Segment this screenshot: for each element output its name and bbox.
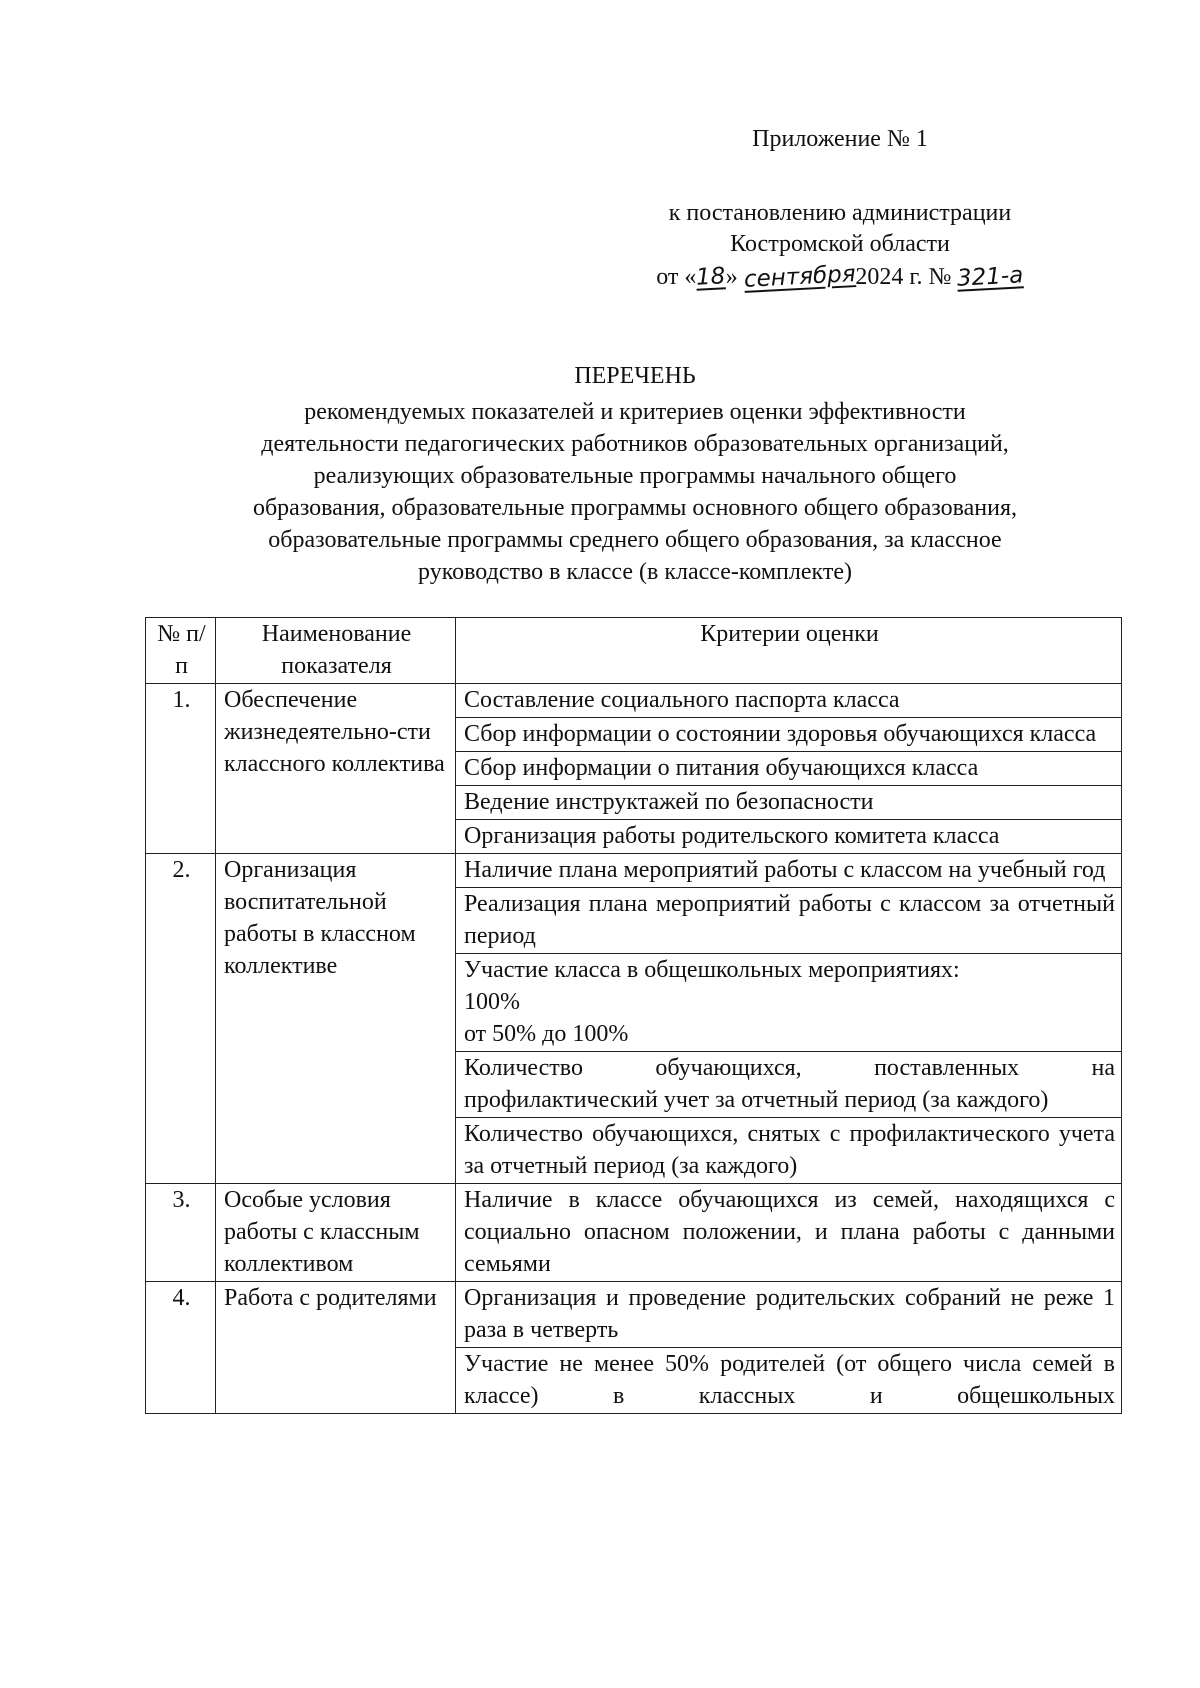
criterion-participation-title: Участие класса в общешкольных мероприятиях:	[464, 957, 960, 983]
criterion: Организация и проведение родительских собраний не реже 1 раза в четверть	[456, 1282, 1122, 1348]
row-name: Работа с родителями	[216, 1282, 456, 1414]
row-name: Особые условия работы с классным коллективом	[216, 1184, 456, 1282]
row-num: 2.	[146, 854, 216, 1184]
decree-number-handwritten: 321-а	[956, 262, 1025, 292]
date-day-handwritten: 18	[695, 263, 727, 291]
decree-reference	[620, 198, 1060, 260]
table-row	[146, 1184, 1122, 1282]
criterion: Составление социального паспорта класса	[456, 684, 1122, 718]
row-name: Обеспечение жизнедеятельно-сти классного коллектива	[216, 684, 456, 854]
table-row	[146, 684, 1122, 718]
table-header-row	[146, 618, 1122, 684]
row-num: 4.	[146, 1282, 216, 1414]
decree-line-2: Костромской области	[730, 231, 950, 257]
criterion: Количество обучающихся, снятых с профилактического учета за отчетный период (за каждого)	[456, 1118, 1122, 1184]
criterion: Участие не менее 50% родителей (от общего числа семей в классе) в классных и общешкольных	[456, 1348, 1122, 1414]
header-name: Наименование показателя	[216, 618, 456, 684]
criterion: Ведение инструктажей по безопасности	[456, 786, 1122, 820]
table-row	[146, 854, 1122, 888]
criterion-participation-50-100: от 50% до 100%	[464, 1021, 629, 1047]
title-line-3: реализующих образовательные программы начального общего	[313, 463, 957, 489]
header-criteria: Критерии оценки	[456, 618, 1122, 684]
date-prefix: от «	[656, 264, 697, 290]
criterion: Организация работы родительского комитета класса	[456, 820, 1122, 854]
title-line-2: деятельности педагогических работников образовательных организаций,	[261, 431, 1009, 457]
criterion: Сбор информации о состоянии здоровья обучающихся класса	[456, 718, 1122, 752]
decree-date-line	[620, 262, 1060, 293]
criterion: Сбор информации о питания обучающихся класса	[456, 752, 1122, 786]
criterion-participation-100: 100%	[464, 989, 520, 1015]
criterion: Наличие плана мероприятий работы с классом на учебный год	[456, 854, 1122, 888]
criteria-table	[145, 617, 1122, 1414]
criterion-participation	[456, 954, 1122, 1052]
criterion: Количество обучающихся, поставленных на профилактический учет за отчетный период (за каждого)	[456, 1052, 1122, 1118]
title-line-5: образовательные программы среднего общего образования, за классное	[268, 527, 1002, 553]
title-line-6: руководство в классе (в классе-комплекте)	[418, 559, 852, 585]
criterion: Наличие в классе обучающихся из семей, находящихся с социально опасном положении, и плана работы с данными семьями	[456, 1184, 1122, 1282]
document-title: ПЕРЕЧЕНЬ	[574, 363, 696, 389]
date-month-handwritten: сентября	[743, 261, 856, 293]
decree-line-1: к постановлению администрации	[668, 200, 1012, 226]
date-year: 2024 г. №	[855, 264, 952, 290]
row-num: 3.	[146, 1184, 216, 1282]
document-title-block	[140, 360, 1130, 588]
table-row	[146, 1282, 1122, 1348]
title-line-1: рекомендуемых показателей и критериев оценки эффективности	[304, 399, 966, 425]
appendix-label: Приложение № 1	[752, 126, 928, 152]
row-num: 1.	[146, 684, 216, 854]
row-name: Организация воспитательной работы в классном коллективе	[216, 854, 456, 1184]
date-mid: »	[725, 264, 738, 290]
header-num: № п/п	[146, 618, 216, 684]
criterion: Реализация плана мероприятий работы с классом за отчетный период	[456, 888, 1122, 954]
title-line-4: образования, образовательные программы основного общего образования,	[252, 495, 1018, 521]
